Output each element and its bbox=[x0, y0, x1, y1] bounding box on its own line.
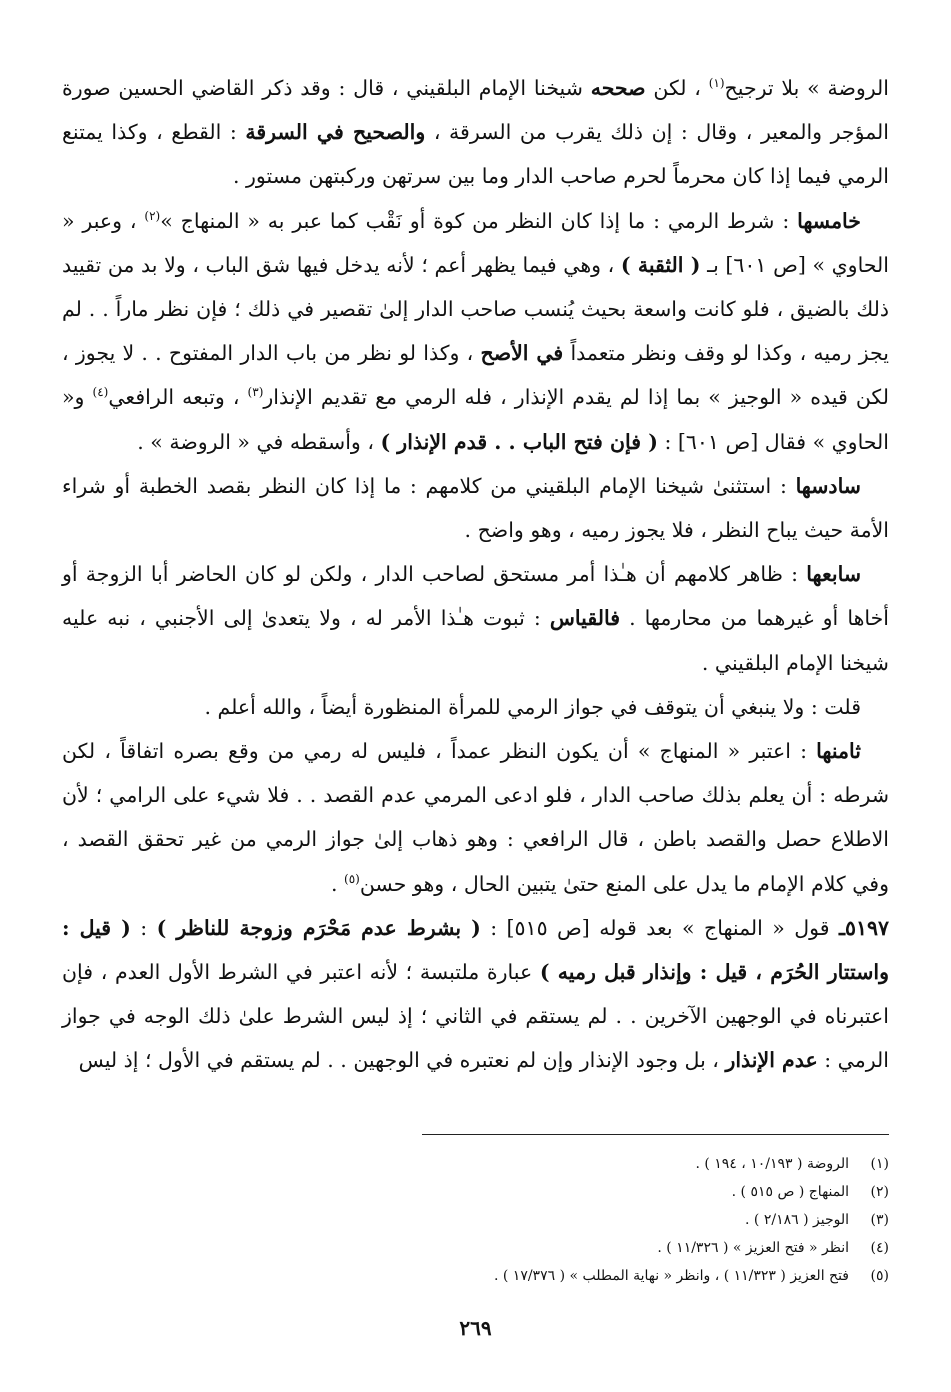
footnote-text: فتح العزيز ( ١١/٣٢٣ ) ، وانظر « نهاية المطلب » ( ١٧/٣٧٦ ) . bbox=[493, 1268, 849, 1284]
bold-text: صححه bbox=[590, 76, 646, 100]
bold-text: سادسها bbox=[795, 473, 861, 498]
text-segment: ، وأسقطه في « الروضة » . bbox=[137, 429, 381, 454]
text-segment: : القطع ، وكذا يمتنع الرمي فيما إذا كان محرماً لحرم صاحب الدار وما بين سرتهن وركبتهن مستور . bbox=[62, 120, 889, 189]
bold-text: ثامنها bbox=[816, 739, 861, 764]
text-segment: . bbox=[330, 871, 344, 896]
bold-text: ( الثقبة ) bbox=[620, 252, 701, 277]
paragraph bbox=[62, 66, 889, 199]
text-segment: قلت : ولا ينبغي أن يتوقف في جواز الرمي للمرأة المنظورة أيضاً ، والله أعلم . bbox=[204, 694, 861, 719]
text-segment: : bbox=[130, 915, 157, 940]
footnote-number: (٢) bbox=[870, 1184, 889, 1200]
footnote-item bbox=[62, 1178, 889, 1206]
text-segment: شيخنا الإمام البلقيني ، قال : وقد ذكر القاضي الحسين صورة المؤجر والمعير ، وقال : إن ذلك يقرب من السرقة ، bbox=[62, 76, 889, 145]
bold-text: عدم الإنذار bbox=[725, 1048, 818, 1073]
paragraph bbox=[62, 906, 889, 1083]
bold-text: ( قيل : واستتار الحُرَم ، قيل : وإنذار قبل رميه ) bbox=[62, 915, 890, 985]
page-body bbox=[62, 66, 889, 1083]
text-segment: : استثنىٰ شيخنا الإمام البلقيني من كلامهم : ما إذا كان النظر بقصد الخطبة أو شراء الأمة حيث يباح النظر ، فلا يجوز رميه ، وهو واضح . bbox=[62, 473, 889, 543]
text-segment: : شرط الرمي : ما إذا كان النظر من كوة أو نَقْب كما عبر به « المنهاج » bbox=[160, 208, 798, 233]
footnote-text: المنهاج ( ص ٥١٥ ) . bbox=[731, 1184, 849, 1200]
text-segment: قول « المنهاج » بعد قوله [ص ٥١٥] : bbox=[480, 915, 839, 940]
text-segment: ، وعبر « الحاوي » [ص ٦٠١] بـ bbox=[62, 208, 889, 277]
text-segment: عبارة ملتبسة ؛ لأنه اعتبر في الشرط الأول العدم ، فإن اعتبرناه في الوجهين الآخرين . . لم يستقم في الثاني ؛ إذ ليس الشرط علىٰ ذلك الوجه في جواز الرمي : bbox=[62, 960, 889, 1073]
footnote-item bbox=[62, 1234, 889, 1262]
footnote-text: الوجيز ( ٢/١٨٦ ) . bbox=[745, 1212, 849, 1228]
main-text bbox=[62, 66, 889, 1083]
text-segment: و« الحاوي » فقال [ص ٦٠١] : bbox=[62, 385, 889, 454]
footnote-marker: (١) bbox=[708, 76, 725, 91]
footnote-text: الروضة ( ١٠/١٩٣ ، ١٩٤ ) . bbox=[695, 1156, 849, 1172]
text-segment: ، بل وجود الإنذار وإن لم نعتبره في الوجهين . . لم يستقم في الأول ؛ إذ ليس bbox=[78, 1048, 726, 1073]
footnote-marker: (٣) bbox=[247, 385, 264, 400]
paragraph bbox=[62, 464, 889, 552]
bold-text: ( بشرط عدم مَحْرَم وزوجة للناظر ) bbox=[156, 915, 481, 940]
paragraph bbox=[62, 199, 889, 464]
page-number: ٢٦٩ bbox=[459, 1316, 492, 1340]
footnote-marker: (٤) bbox=[92, 385, 109, 400]
footnote-number: (٥) bbox=[870, 1268, 889, 1284]
bold-text: سابعها bbox=[806, 562, 861, 587]
footnotes bbox=[62, 1150, 889, 1290]
paragraph bbox=[62, 729, 889, 906]
text-segment: ، وهي فيما يظهر أعم ؛ لأنه يدخل فيها شق الباب ، ولا بد من تقييد ذلك بالضيق ، فلو كانت واسعة بحيث يُنسب صاحب الدار إلىٰ تقصير في ذلك ؛ فإن نظر ماراً . . لم يجز رميه ، وكذا لو وقف ونظر متعمداً bbox=[62, 252, 889, 366]
text-segment: : اعتبر « المنهاج » أن يكون النظر عمداً ، فليس له رمي من وقع بصره اتفاقاً ، لكن شرطه : أن يعلم بذلك صاحب الدار ، فلو ادعى المرمي عدم القصد . . فلا شيء على الرامي ؛ لأن الاطلاع حصل والقصد باطن ، قال الرافعي : وهو ذهاب إلىٰ جواز الرمي من غير تحقق القصد ، وفي كلام الإمام ما يدل على المنع حتىٰ يتبين الحال ، وهو حسن bbox=[62, 739, 889, 896]
bold-text: في الأصح bbox=[480, 341, 564, 366]
footnote-text: انظر « فتح العزيز » ( ١١/٣٢٦ ) . bbox=[657, 1240, 849, 1256]
bold-text: فالقياس bbox=[549, 606, 621, 631]
footnote-number: (١) bbox=[870, 1156, 889, 1172]
bold-text: والصحيح في السرقة bbox=[245, 120, 426, 145]
footnote-number: (٤) bbox=[870, 1240, 889, 1256]
footnote-number: (٣) bbox=[870, 1212, 889, 1228]
footnote-marker: (٥) bbox=[344, 871, 360, 886]
footnote-divider bbox=[422, 1134, 889, 1135]
bold-text: خامسها bbox=[797, 208, 861, 233]
text-segment: : ثبوت هـٰذا الأمر له ، ولا يتعدىٰ إلى الأجنبي ، نبه عليه شيخنا الإمام البلقيني . bbox=[62, 606, 889, 675]
footnote-item bbox=[62, 1206, 889, 1234]
footnote-item bbox=[62, 1150, 889, 1178]
footnote-marker: (٢) bbox=[144, 208, 161, 223]
footnote-item bbox=[62, 1262, 889, 1290]
bold-text: ( فإن فتح الباب . . قدم الإنذار ) bbox=[380, 429, 658, 454]
text-segment: الروضة » بلا ترجيح bbox=[724, 76, 890, 100]
paragraph bbox=[62, 685, 889, 729]
text-segment: : ظاهر كلامهم أن هـٰذا أمر مستحق لصاحب الدار ، ولكن لو كان الحاضر أبا الزوجة أو أخاها أو غيرهما من محارمها . bbox=[62, 562, 889, 631]
bold-text: ٥١٩٧ـ bbox=[838, 915, 889, 940]
text-segment: ، وتبعه الرافعي bbox=[108, 385, 248, 410]
text-segment: ، وكذا لو نظر من باب الدار المفتوح . . لا يجوز ، لكن قيده « الوجيز » بما إذا لم يقدم الإنذار ، فله الرمي مع تقديم الإنذار bbox=[62, 341, 889, 410]
text-segment: ، لكن bbox=[645, 76, 709, 100]
paragraph bbox=[62, 552, 889, 685]
